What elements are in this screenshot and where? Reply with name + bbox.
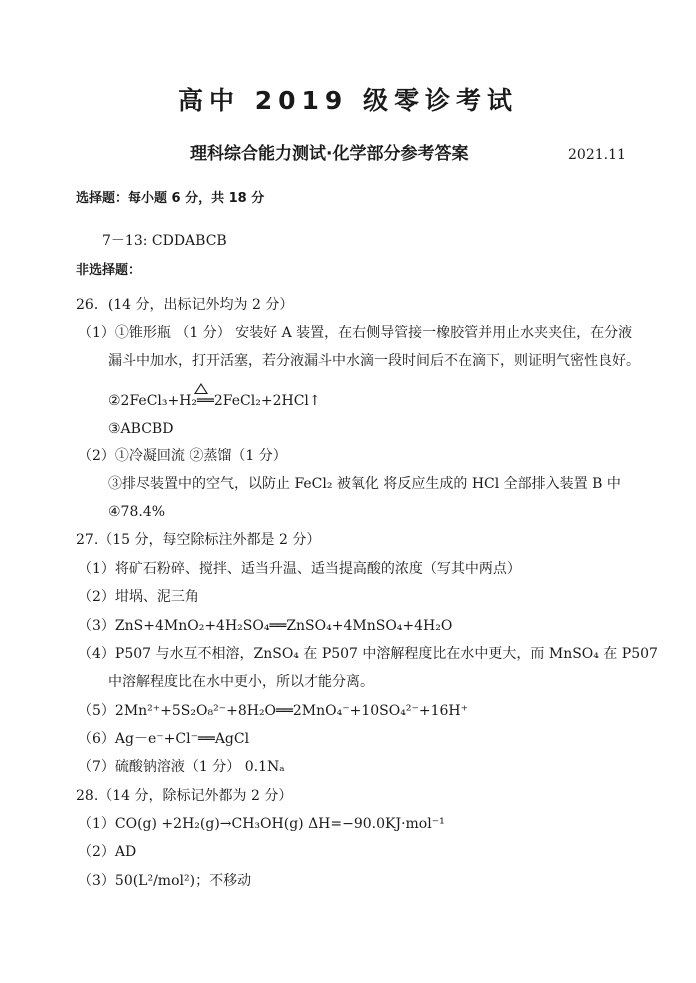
q28-answer-2: （2）AD — [78, 844, 137, 860]
q26-part1-line2: 漏斗中加水，打开活塞，若分液漏斗中水滴一段时间后不在滴下，则证明气密性良好。 — [108, 353, 640, 369]
q26-part1-line1: （1）①锥形瓶 （1 分） 安装好 A 装置，在右侧导管接一橡胶管并用止水夹夹住，在分液 — [78, 325, 633, 341]
nonchoice-section-label: 非选择题： — [76, 263, 142, 278]
q27-header: 27.（15 分，每空除标注外都是 2 分） — [76, 532, 321, 548]
exam-date: 2021.11 — [568, 147, 626, 163]
choice-answers: 7－13: CDDABCB — [102, 233, 227, 249]
q27-answer-2: （2）坩埚、泥三角 — [78, 589, 199, 605]
q26-part2-line2: ③排尽装置中的空气，以防止 FeCl₂ 被氧化 将反应生成的 HCl 全部排入装置 B 中 — [108, 476, 621, 492]
q26-header: 26．(14 分，出标记外均为 2 分） — [76, 297, 294, 313]
q26-part2-line3: ④78.4% — [108, 504, 166, 520]
q27-answer-4-line1: （4）P507 与水互不相溶，ZnSO₄ 在 P507 中溶解程度比在水中更大，而 MnSO₄ 在 P507 — [78, 646, 658, 662]
q26-part1-order: ③ABCBD — [108, 421, 174, 437]
q28-header: 28.（14 分，除标记外都为 2 分） — [76, 788, 293, 804]
q27-answer-1: （1）将矿石粉碎、搅拌、适当升温、适当提高酸的浓度（写其中两点） — [78, 561, 521, 577]
q28-answer-3: （3）50(L²/mol²)；不移动 — [78, 873, 252, 889]
q27-answer-6: （6）Ag－e⁻+Cl⁻══AgCl — [78, 731, 250, 747]
exam-title: 高中 2019 级零诊考试 — [178, 86, 518, 115]
q26-part2-line1: （2）①冷凝回流 ②蒸馏（1 分） — [78, 448, 287, 464]
q27-answer-5: （5）2Mn²⁺+5S₂O₈²⁻+8H₂O══2MnO₄⁻+10SO₄²⁻+16H⁺ — [78, 703, 469, 719]
q26-part1-equation: ②2FeCl₃+H₂══2FeCl₂+2HCl↑ — [108, 393, 321, 409]
choice-section-label: 选择题：每小题 6 分，共 18 分 — [76, 191, 265, 206]
q28-answer-1: （1）CO(g) +2H₂(g)→CH₃OH(g) ΔH=−90.0KJ·mol⁻¹ — [78, 816, 445, 832]
q27-answer-7: （7）硫酸钠溶液（1 分） 0.1Nₐ — [78, 759, 285, 775]
exam-subtitle: 理科综合能力测试·化学部分参考答案 — [190, 144, 469, 164]
q27-answer-3: （3）ZnS+4MnO₂+4H₂SO₄══ZnSO₄+4MnSO₄+4H₂O — [78, 618, 453, 634]
q27-answer-4-line2: 中溶解程度比在水中更小，所以才能分离。 — [108, 674, 374, 690]
